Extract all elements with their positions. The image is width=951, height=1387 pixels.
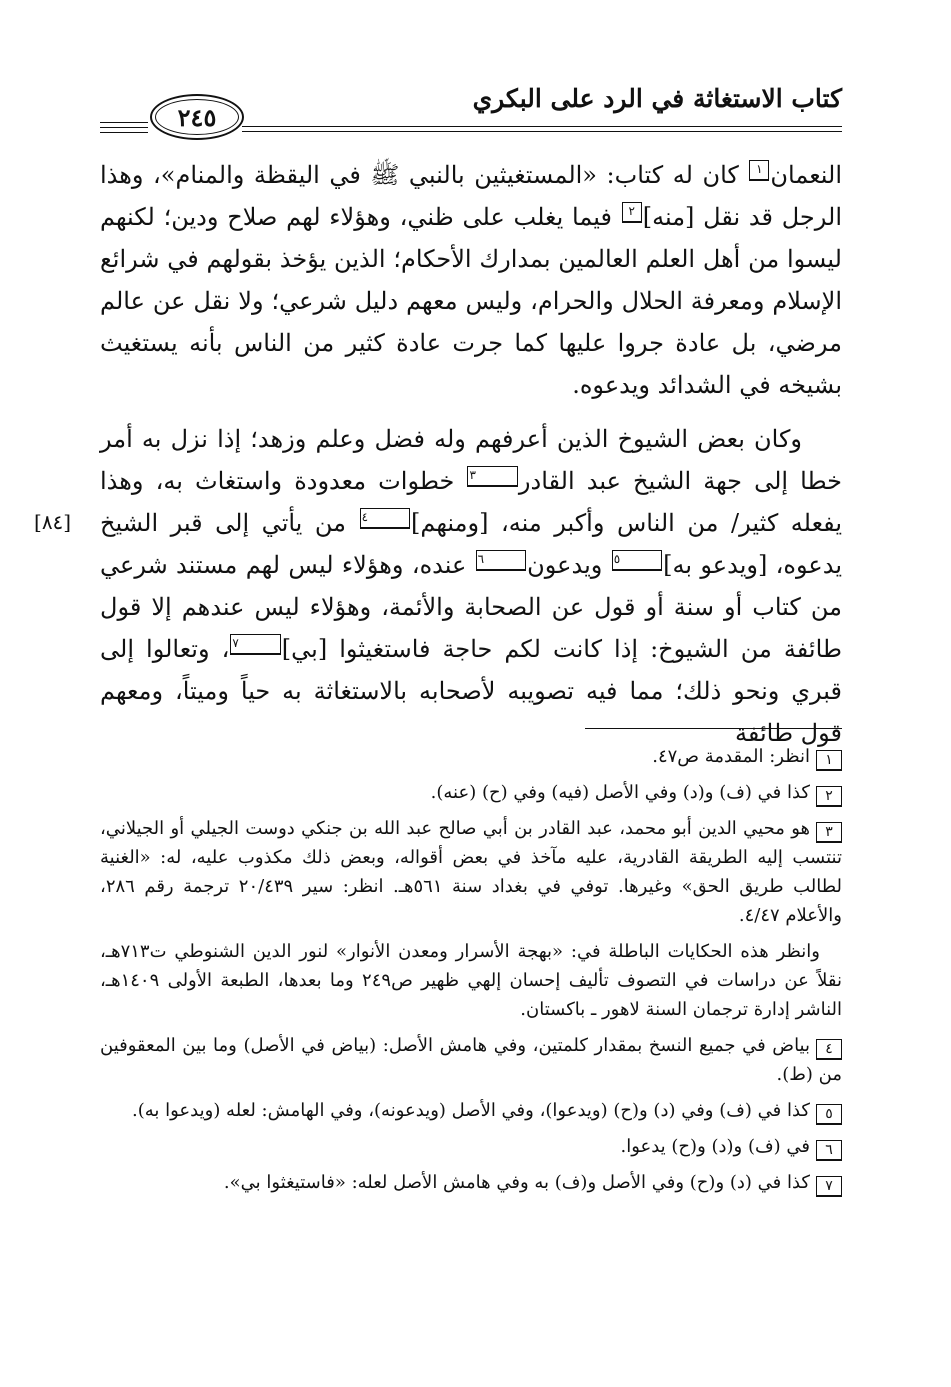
paragraph-1 [100,154,842,406]
footnote-number: ٥ [816,1104,842,1125]
footnote-3-continued [100,937,842,1024]
paragraph-2 [100,418,842,754]
text-span: فيما يغلب على ظني، وهؤلاء لهم صلاح ودين؛ لكنهم ليسوا من أهل العلم العالمين بمدارك الأحكام؛ الذين يؤخذ بقولهم في شرائع الإسلام ومعرفة الحلال والحرام، وليس معهم دليل شرعي؛ ولا نقل عن عالم مرضي، بل عادة جروا عليها كما جرت عادة كثير من الناس بأنه يستغيث بشيخه في الشدائد ويدعوه. [100,203,842,399]
footnote-2 [100,778,842,807]
header-rule-left-2 [100,127,148,128]
footnote-number: ٣ [816,822,842,843]
footnote-6 [100,1132,842,1161]
footnote-4 [100,1031,842,1089]
text-span: كان له كتاب: «المستغيثين بالنبي ﷺ في اليقظة والمنام»، وهذا الرجل قد نقل [منه] [100,161,842,231]
footnote-text: كذا في (ف) و(د) وفي الأصل (فيه) وفي (ح) (عنه). [430,782,810,803]
page-number: ٢٤٥ [177,102,217,132]
footnote-marker-4[interactable]: ٤ [360,508,410,529]
header-rule-right [242,126,842,127]
book-title: كتاب الاستغاثة في الرد على البكري [472,84,842,113]
footnote-text: هو محيي الدين أبو محمد، عبد القادر بن أبي صالح عبد الله بن جنكي دوست الجيلي أو الجيلاني، تنتسب إليه الطريقة القادرية، عليه مآخذ في بعض أقواله، وبعض ذلك مكذوب عليه، له: «الغنية لطالب طريق الحق» وغيرها. توفي في بغداد سنة ٥٦١هـ. انظر: سير ٢٠/٤٣٩ ترجمة رقم ٢٨٦، والأعلام ٤/٤٧. [100,818,842,926]
footnote-marker-7[interactable]: ٧ [230,634,280,655]
text-span: ، وتعالوا إلى قبري ونحو ذلك؛ مما فيه تصويبه لأصحابه بالاستغاثة به حياً وميتاً، ومعهم قول طائفة [100,635,842,747]
text-span: عنده، وهؤلاء ليس لهم مستند شرعي من كتاب أو سنة أو قول عن الصحابة والأئمة، وهؤلاء ليس عندهم إلا قول طائفة من الشيوخ: إذا كانت لكم حاجة فاستغيثوا [بي] [100,551,842,663]
footnotes-section [100,742,842,1204]
text-span: من يأتي إلى قبر الشيخ يدعوه، [ويدعو به] [100,509,842,579]
footnote-marker-2[interactable]: ٢ [622,202,642,223]
footnote-number: ٦ [816,1140,842,1161]
footnote-number: ٤ [816,1039,842,1060]
header-rule-left-3 [100,132,148,133]
footnote-marker-5[interactable]: ٥ [612,550,662,571]
footnote-divider [585,728,842,729]
text-span: خطوات معدودة واستغاث به، وهذا يفعله كثير/ من الناس وأكبر منه، [ومنهم] [100,467,843,537]
footnote-marker-3[interactable]: ٣ [467,466,517,487]
text-span: ويدعون [527,551,611,579]
footnote-7 [100,1168,842,1197]
header-rule-left [100,122,148,123]
page-header [100,84,842,150]
footnote-text: كذا في (ف) وفي (د) و(ح) (ويدعوا)، وفي الأصل (ويدعونه)، وفي الهامش: لعله (ويدعوا به). [132,1100,810,1121]
main-text [100,154,842,754]
header-rule-right-2 [242,131,842,132]
footnote-1 [100,742,842,771]
page-number-badge [150,94,244,140]
footnote-text: في (ف) و(د) و(ح) يدعوا. [620,1136,810,1157]
footnote-5 [100,1096,842,1125]
footnote-text: بياض في جميع النسخ بمقدار كلمتين، وفي هامش الأصل: (بياض في الأصل) وما بين المعقوفين من (ط). [100,1035,842,1085]
footnote-text: انظر: المقدمة ص٤٧. [652,746,810,767]
footnote-number: ١ [816,750,842,771]
footnote-text: كذا في (د) و(ح) وفي الأصل و(ف) به وفي هامش الأصل لعله: «فاستيغثوا بي». [223,1172,810,1193]
footnote-marker-6[interactable]: ٦ [476,550,526,571]
footnote-number: ٧ [816,1176,842,1197]
text-span: وكان بعض الشيوخ الذين أعرفهم وله فضل وعلم وزهد؛ إذا نزل به أمر خطا إلى جهة الشيخ عبد القادر [100,425,842,495]
footnote-text: وانظر هذه الحكايات الباطلة في: «بهجة الأسرار ومعدن الأنوار» لنور الدين الشنوطي ت٧١٣هـ، نقلاً عن دراسات في التصوف تأليف إحسان إلهي ظهير ص٢٤٩ وما بعدها، الطبعة الأولى ١٤٠٩هـ، الناشر إدارة ترجمان السنة لاهور ـ باكستان. [100,941,842,1020]
text-span: النعمان [770,161,842,189]
footnote-number: ٢ [816,786,842,807]
footnote-3 [100,814,842,930]
margin-page-reference: [٨٤] [34,510,72,534]
footnote-marker-1[interactable]: ١ [749,160,769,181]
